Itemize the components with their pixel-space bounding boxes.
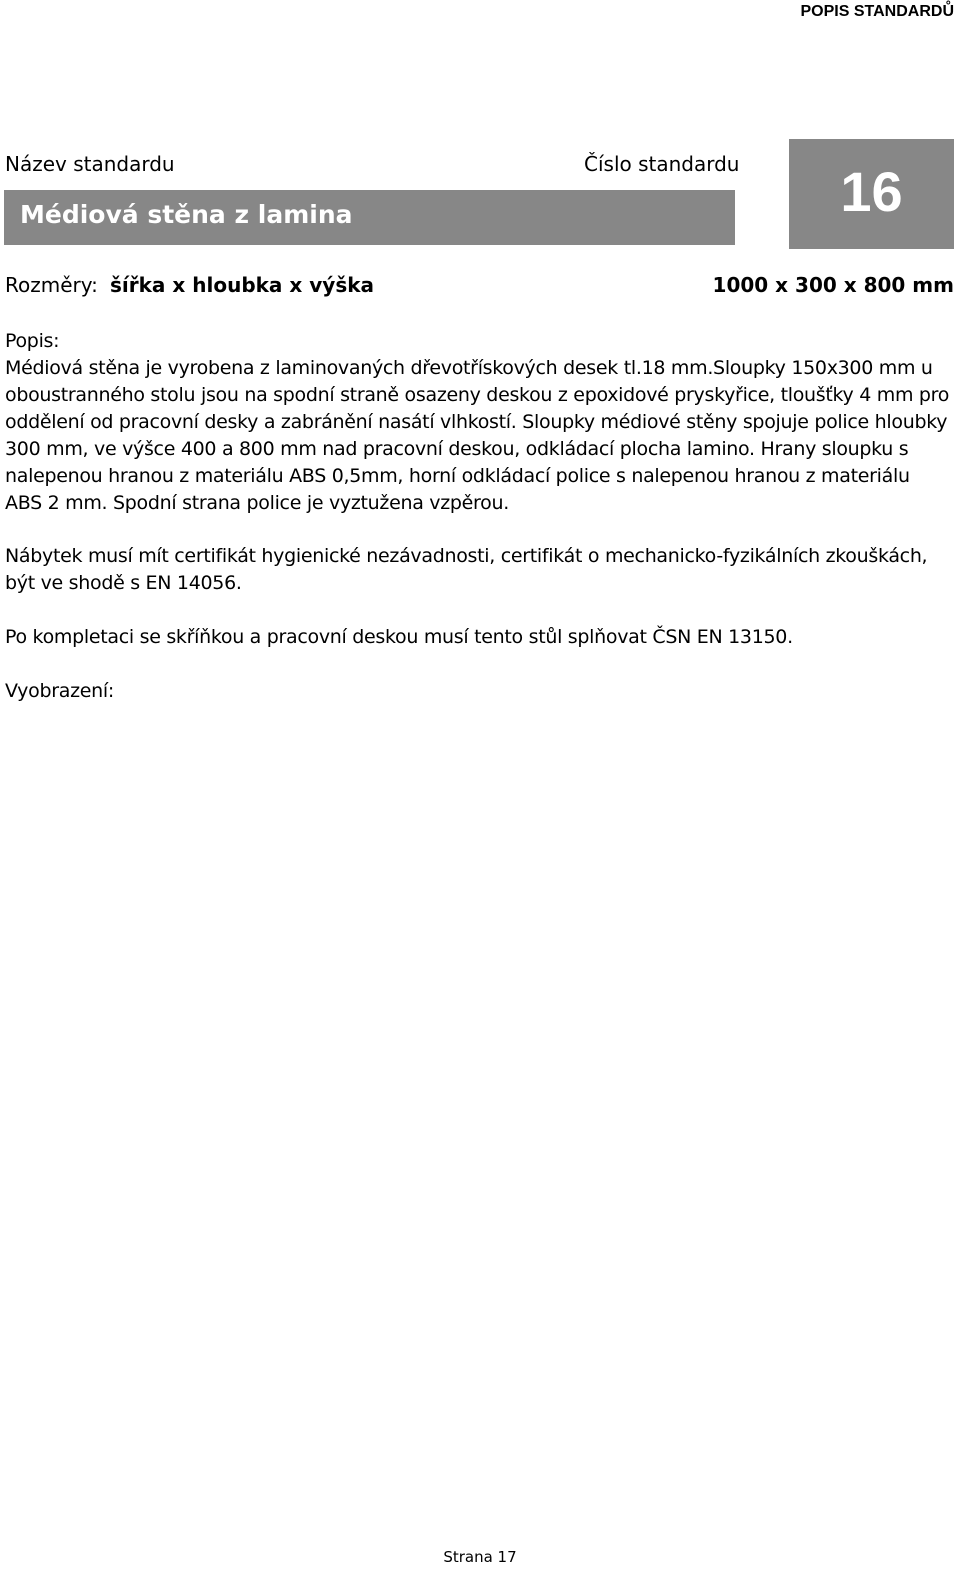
page-number: Strana 17 [443,1548,517,1566]
standard-title-bar [4,190,735,245]
document-header-label: POPIS STANDARDŮ [800,3,954,20]
standard-number-box [789,139,954,249]
description-label: Popis: [5,330,60,352]
certification-text: Nábytek musí mít certifikát hygienické nezávadnosti, certifikát o mechanicko-fyzikálních zkouškách, být ve shodě s EN 14056. [5,545,928,594]
standard-name-label: Název standardu [5,152,175,176]
dimensions-spec: šířka x hloubka x výška [110,273,375,297]
standard-title: Médiová stěna z lamina [20,200,353,229]
dimensions-label: Rozměry: [5,273,98,297]
completion-text: Po kompletaci se skříňkou a pracovní deskou musí tento stůl splňovat ČSN EN 13150. [5,626,793,648]
standard-number: 16 [840,160,903,223]
standard-number-label: Číslo standardu [584,152,740,176]
illustration-label: Vyobrazení: [5,680,114,702]
description-text: Médiová stěna je vyrobena z laminovaných dřevotřískových desek tl.18 mm.Sloupky 150x300 mm u oboustranného stolu jsou na spodní straně osazeny deskou z epoxidové pryskyřice, tloušťky 4 mm pro oddělení od pracovní desky a zabránění nasátí vlhkostí. Sloupky médiové stěny spojuje police hloubky 300 mm, ve výšce 400 a 800 mm nad pracovní deskou, odkládací plocha lamino. Hrany sloupku s nalepenou hranou z materiálu ABS 0,5mm, horní odkládací police s nalepenou hranou z materiálu ABS 2 mm. Spodní strana police je vyztužena vzpěrou. [5,357,950,514]
dimensions-value: 1000 x 300 x 800 mm [712,273,954,297]
